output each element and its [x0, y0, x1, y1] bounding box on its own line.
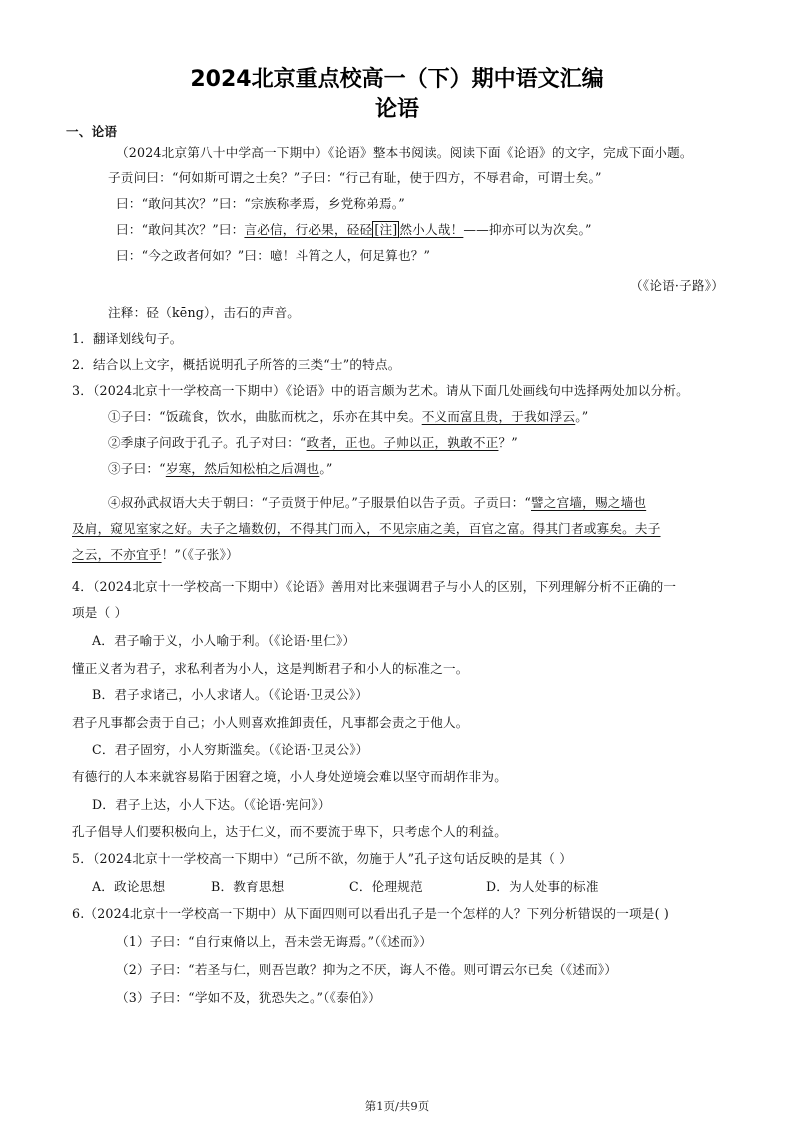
- question-6-stem: 6.（2024北京十一学校高一下期中）从下面四则可以看出孔子是一个怎样的人？下列分析错误的一项是( ): [72, 906, 670, 921]
- q4-option-b[interactable]: B．君子求诸己，小人求诸人。（《论语·卫灵公》）: [92, 687, 369, 702]
- underlined-part-2: 然小人哉！: [399, 222, 464, 237]
- passage-line-3: [116, 221, 592, 239]
- passage-line-4: 曰：“今之政者何如？”曰：噫！斗筲之人，何足算也？”: [116, 248, 431, 263]
- q4-option-a[interactable]: A．君子喻于义，小人喻于利。（《论语·里仁》）: [92, 633, 356, 648]
- q3-item-4-underline-3: 之云，不亦宜乎: [72, 547, 162, 562]
- q3-item-2-underline: 政者，正也。子帅以正，孰敢不正: [306, 435, 499, 450]
- passage-line-1: 子贡问曰：“何如斯可谓之士矣？”子曰：“行己有耻，使于四方，不辱君命，可谓士矣。”: [108, 170, 602, 185]
- passage-source: （《论语·子路》）: [630, 278, 724, 293]
- q3-item-4-end: ！”（《子张》）: [161, 547, 239, 562]
- page-subtitle: 论语: [374, 97, 419, 122]
- q3-item-1-text: ①子曰：“饭疏食，饮水，曲肱而枕之，乐亦在其中矣。: [108, 409, 422, 424]
- q3-item-1: [108, 408, 588, 426]
- q4-option-a-explanation: 懂正义者为君子，求私利者为小人，这是判断君子和小人的标准之一。: [72, 661, 469, 676]
- q4-option-d-explanation: 孔子倡导人们要积极向上，达于仁义，而不要流于卑下，只考虑个人的利益。: [72, 824, 507, 839]
- q6-item-3: （3）子曰：“学如不及，犹恐失之。”（《泰伯》）: [116, 990, 381, 1005]
- passage-line-3-start: 曰：“敢问其次？”曰：: [116, 222, 245, 237]
- passage-note: 注释：硁（kēng），击石的声音。: [108, 305, 301, 320]
- question-2: 2．结合以上文字，概括说明孔子所答的三类“士”的特点。: [72, 357, 401, 372]
- underlined-part-1: 言必信，行必果，硁硁: [244, 222, 373, 237]
- q3-item-4-line-1: [108, 494, 646, 512]
- q5-option-c[interactable]: C．伦理规范: [349, 879, 423, 894]
- q3-item-4-underline-1: 譬之宫墙，赐之墙也: [531, 495, 647, 510]
- q3-item-2-end: ？”: [498, 435, 518, 450]
- q4-option-d[interactable]: D．君子上达，小人下达。（《论语·宪问》）: [92, 797, 331, 812]
- passage-line-3-end: ——抑亦可以为次矣。”: [463, 222, 592, 237]
- question-4-stem-1: 4．（2024北京十一学校高一下期中）《论语》善用对比来强调君子与小人的区别，下列理解分析不正确的一: [72, 579, 677, 594]
- q4-option-c[interactable]: C．君子固穷，小人穷斯滥矣。（《论语·卫灵公》）: [92, 742, 369, 757]
- note-marker: [注]: [374, 222, 398, 237]
- q3-item-4-line-2: 及肩，窥见室家之好。夫子之墙数仞，不得其门而入，不见宗庙之美，百官之富。得其门者或寡矣。夫子: [72, 521, 661, 536]
- page-footer: 第1页/共9页: [364, 1099, 430, 1113]
- q3-item-2: [108, 434, 518, 452]
- q3-item-3: [108, 460, 333, 478]
- q3-item-4-text: ④叔孙武叔语大夫于朝曰：“子贡贤于仲尼。”子服景伯以告子贡。子贡曰：“: [108, 495, 532, 510]
- q6-item-2: （2）子曰：“若圣与仁，则吾岂敢？抑为之不厌，诲人不倦。则可谓云尔已矣（《述而》）: [116, 962, 618, 977]
- q4-option-b-explanation: 君子凡事都会责于自己；小人则喜欢推卸责任，凡事都会责之于他人。: [72, 715, 469, 730]
- passage-line-2: 曰：“敢问其次？”曰：“宗族称孝焉，乡党称弟焉。”: [116, 196, 405, 211]
- underlined-sentence: [244, 221, 463, 238]
- q3-item-3-text: ③子曰：“: [108, 461, 166, 476]
- page-title: 2024北京重点校高一（下）期中语文汇编: [190, 67, 604, 92]
- question-3-stem: 3．（2024北京十一学校高一下期中）《论语》中的语言颇为艺术。请从下面几处画线句中选择两处加以分析。: [72, 383, 689, 398]
- q4-option-c-explanation: 有德行的人本来就容易陷于困窘之境，小人身处逆境会难以坚守而胡作非为。: [72, 769, 507, 784]
- q3-item-3-underline: 岁寒，然后知松柏之后凋也: [165, 461, 320, 476]
- q3-item-1-end: 。”: [575, 409, 589, 424]
- question-4-stem-2: 项是（ ）: [72, 605, 128, 620]
- q3-item-4-line-3: [72, 546, 239, 564]
- q3-item-2-text: ②季康子问政于孔子。孔子对曰：“: [108, 435, 307, 450]
- section-heading: 一、论语: [66, 124, 118, 139]
- q3-item-1-underline: 不义而富且贵，于我如浮云: [421, 409, 576, 424]
- passage-intro: （2024北京第八十中学高一下期中）《论语》整本书阅读。阅读下面《论语》的文字，完成下面小题。: [116, 145, 693, 160]
- q5-option-a[interactable]: A．政论思想: [92, 879, 166, 894]
- q3-item-3-end: 。”: [319, 461, 333, 476]
- question-1: 1．翻译划线句子。: [72, 331, 183, 346]
- q5-option-d[interactable]: D．为人处事的标准: [486, 879, 599, 894]
- question-5-stem: 5．（2024北京十一学校高一下期中）“己所不欲，勿施于人”孔子这句话反映的是其（ ）: [72, 851, 573, 866]
- q6-item-1: （1）子曰：“自行束脩以上，吾未尝无诲焉。”（《述而》）: [116, 934, 433, 949]
- q5-option-b[interactable]: B．教育思想: [211, 879, 285, 894]
